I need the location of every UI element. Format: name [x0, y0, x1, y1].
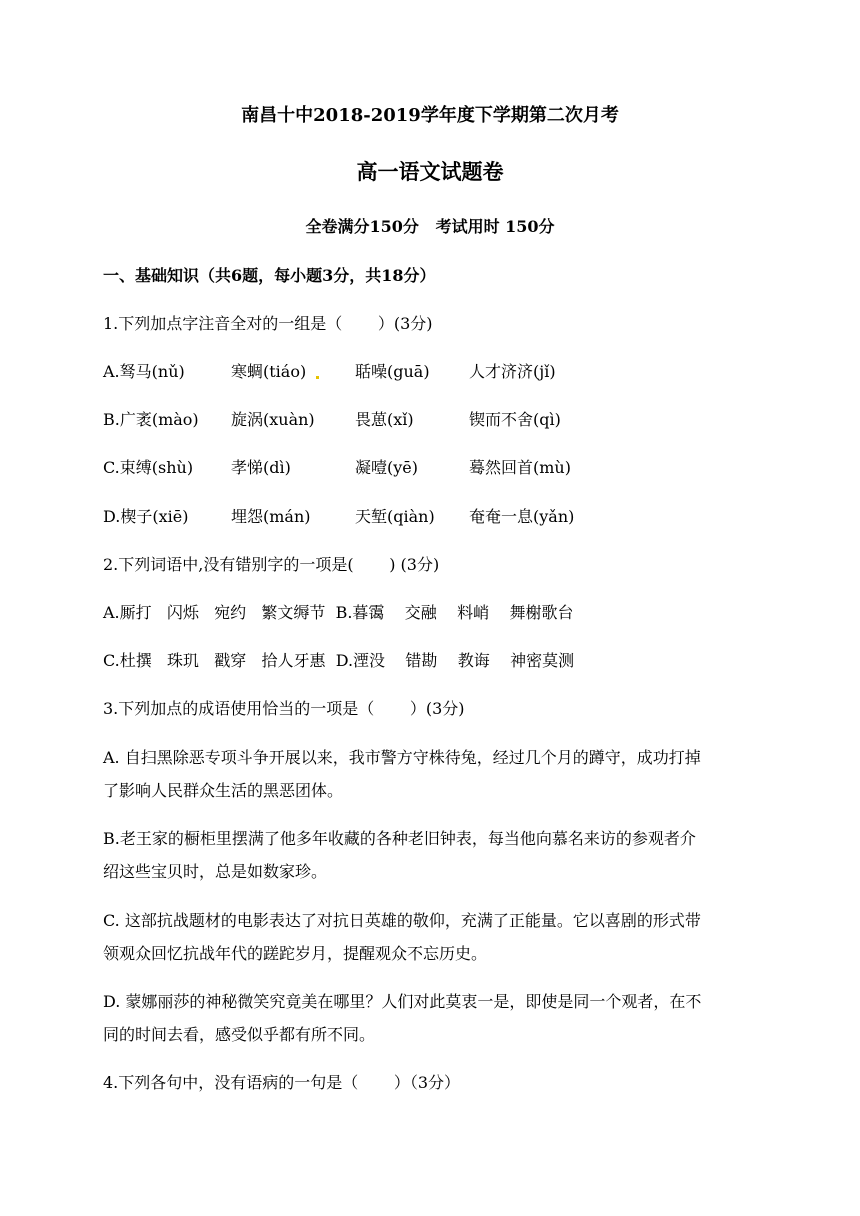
option-cell: 埋怨(mán) — [231, 507, 311, 526]
question-3-option-a-line1: A. 自扫黑除恶专项斗争开展以来，我市警方守株待兔，经过几个月的蹲守，成功打掉 — [103, 748, 701, 767]
question-2-options-cd: C.杜撰 珠玑 戳穿 拾人牙惠 D.湮没 错勘 教诲 神密莫测 — [103, 651, 575, 670]
option-cell: 天堑(qiàn) — [355, 507, 435, 526]
school-title: 南昌十中2018-2019学年度下学期第二次月考 — [241, 105, 619, 126]
question-2-stem: 2.下列词语中,没有错别字的一项是( ) (3分) — [103, 555, 440, 574]
option-cell: 旋涡(xuàn) — [231, 410, 315, 429]
option-cell: B.广袤(mào) — [103, 410, 199, 429]
exam-title: 高一语文试题卷 — [356, 159, 504, 184]
exam-meta: 全卷满分150分 考试用时 150分 — [305, 217, 555, 236]
option-cell: D.楔子(xiē) — [103, 507, 189, 526]
question-3-option-d-line1: D. 蒙娜丽莎的神秘微笑究竟美在哪里？人们对此莫衷一是，即使是同一个观者，在不 — [103, 992, 702, 1011]
question-3-option-a-line2: 了影响人民群众生活的黑恶团体。 — [103, 781, 344, 800]
question-3-option-b-line2: 绍这些宝贝时，总是如数家珍。 — [103, 862, 328, 881]
option-cell: 锲而不舍(qì) — [469, 410, 561, 429]
option-cell: 寒蜩(tiáo) — [231, 362, 307, 381]
option-cell: 凝噎(yē) — [355, 458, 418, 477]
question-3-option-c-line1: C. 这部抗战题材的电影表达了对抗日英雄的敬仰，充满了正能量。它以喜剧的形式带 — [103, 911, 701, 930]
question-1-stem: 1.下列加点字注音全对的一组是（ ）(3分) — [103, 314, 433, 333]
option-cell: 人才济济(jǐ) — [469, 362, 556, 381]
section-heading: 一、基础知识（共6题，每小题3分，共18分） — [103, 266, 436, 285]
question-3-option-c-line2: 领观众回忆抗战年代的蹉跎岁月，提醒观众不忘历史。 — [103, 944, 488, 963]
question-3-stem: 3.下列加点的成语使用恰当的一项是（ ）(3分) — [103, 699, 465, 718]
option-cell: 聒噪(guā) — [355, 362, 430, 381]
option-cell: 奄奄一息(yǎn) — [469, 507, 575, 526]
option-cell: 孝悌(dì) — [231, 458, 291, 477]
question-4-stem: 4.下列各句中，没有语病的一句是（ ）（3分） — [103, 1073, 461, 1092]
option-cell: C.束缚(shù) — [103, 458, 194, 477]
question-2-options-ab: A.厮打 闪烁 宛约 繁文缛节 B.暮霭 交融 料峭 舞榭歌台 — [103, 603, 574, 622]
option-cell: A.驽马(nǔ) — [103, 362, 185, 381]
option-cell: 畏葸(xǐ) — [355, 410, 414, 429]
option-cell: 蓦然回首(mù) — [469, 458, 571, 477]
question-3-option-d-line2: 同的时间去看，感受似乎都有所不同。 — [103, 1025, 376, 1044]
question-3-option-b-line1: B.老王家的橱柜里摆满了他多年收藏的各种老旧钟表，每当他向慕名来访的参观者介 — [103, 829, 696, 848]
